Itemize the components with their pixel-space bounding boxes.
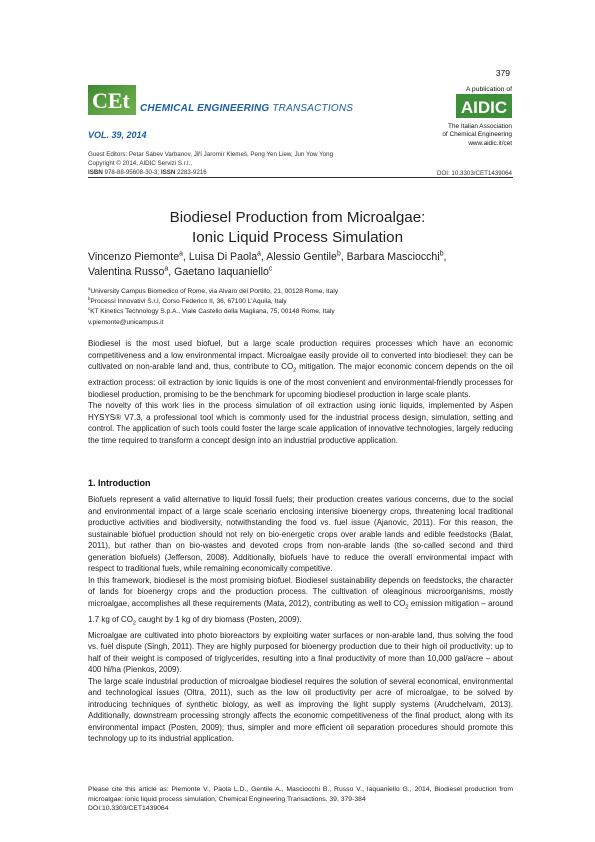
section-heading-introduction: 1. Introduction <box>88 478 151 488</box>
cet-logo <box>88 85 136 115</box>
copyright: Copyright © 2014, AIDIC Servizi S.r.l., <box>88 160 192 167</box>
affiliations <box>88 287 513 328</box>
journal-name <box>140 103 353 114</box>
aidic-logo-text: AIDIC <box>460 98 508 117</box>
author-list: Vincenzo Piemonte$^a$, Luisa Di Paola$^a$, Alessio Gentile$^b$, Barbara Masciocchi$^b$, Valentina Russo$^a$, Gaetano Iaquaniello$^c$ <box>88 250 447 278</box>
aidic-line-3: www.aidic.it/cet <box>468 139 512 147</box>
aidic-line-2: of Chemical Engineering <box>442 131 512 139</box>
aidic-logo <box>434 93 512 119</box>
intro-paragraph-3: Microalgae are cultivated into photo bioreactors by exploiting water surfaces or non-arable land, thus solving the food vs. fuel dispute (Singh, 2011). They are highly purposed for bioenergy production due to their high oil productivity: up to half of their weight is composed of triglycerides, resulting into a final productivity of more than 10,000 gal/acre – about 400 hl/ha (Pienkos, 2009). <box>88 630 513 675</box>
journal-name-light: TRANSACTIONS <box>272 103 354 114</box>
citation-text: Please cite this article as: Piemonte V., Paola L.D., Gentile A., Masciocchi B., Russo V., Iaquaniello G., 2014, Biodiesel production from microalgae: ionic liquid process simulation, Chemical Engineering Transactions, 39, 379-384 <box>88 786 513 803</box>
affiliation-a: $^a$University Campus Biomedico of Rome, via Alvaro del Portillo, 21, 00128 Rome, Italy <box>88 285 339 295</box>
abstract <box>88 338 513 446</box>
affiliation-c: $^c$KT Kinetics Technology S.p.A., Viale Castello della Magliana, 75, 00148 Rome, Italy <box>88 306 335 316</box>
citation-doi: DOI:10.3303/CET1439064 <box>88 805 169 813</box>
paper-title <box>0 208 595 248</box>
aidic-publication-label: A publication of <box>465 86 512 93</box>
corresponding-email[interactable]: v.piemonte@unicampus.it <box>88 318 164 326</box>
doi-header: DOI: 10.3303/CET1439064 <box>437 170 512 177</box>
affiliation-b: $^b$Processi Innovativi S.r.l, Corso Federico II, 36, 67100 L'Aquila, Italy <box>88 296 287 306</box>
page-number: 379 <box>495 68 510 78</box>
guest-editors: Guest Editors: Petar Sabev Varbanov, Jiří Jaromír Klemeš, Peng Yen Liew, Jun Yow Yong <box>88 151 334 158</box>
title-line-1: Biodiesel Production from Microalgae: <box>169 209 426 226</box>
intro-paragraph-4: The large scale industrial production of microalgae biodiesel requires the solution of several economical, environmental and technological issues (Oltra, 2011), such as the low oil productivity per acre of microalgae, to be solved by introducing techniques of synthetic biology, as well as improving the light supply systems (Arudchelvam, 2013). Additionally, downstream processing strongly affects the economic competitiveness of the final product, along with its environmental impact (Posten, 2009); thus, simpler and more efficient oil separation procedures should promote this technology up to its industrial application. <box>88 676 513 744</box>
aidic-description <box>418 123 512 148</box>
volume-label: VOL. 39, 2014 <box>88 130 147 140</box>
abstract-paragraph-1: Biodiesel is the most used biofuel, but a large scale production requires processes which have an economic competitiveness and a low environmental impact. Microalgae easily provide oil to converted into biodiesel: they can be cultivated on non-arable land and, thus, contribute to $CO_2$ mitigation. The major economic concern depends on the oil extraction process: oil extraction by ionic liquids is one of the most convenient and environmental-friendly processes for biodiesel production, promising to be the benchmark for upcoming biodiesel production in large scale plants. <box>88 339 513 399</box>
header-divider <box>88 177 513 178</box>
aidic-line-1: The Italian Association <box>448 123 512 130</box>
intro-paragraph-1: Biofuels represent a valid alternative to liquid fossil fuels; their production creates various concerns, due to the social and environmental impact of a large scale scenario enclosing intensive bioenergy crops, threatening local traditional productive activities and biodiversity, notwithstanding the food vs. fuel issue (Ajanovic, 2011). For this reason, the sustainable biofuel production should not rely on bio-energetic crops over arable lands and edible feedstocks (Balat, 2011), but rather than on bio-wastes and devoted crops from non-arable lands (the so-called second and third generation biofuels) (Jefferson, 2008). Additionally, biofuels have to reduce the overall environmental impact with respect to traditional fuels, while remaining economically competitive. <box>88 495 513 573</box>
isbn-issn: ISBN 978-88-95608-30-3; ISSN 2283-9216 <box>88 169 207 176</box>
intro-paragraph-2: In this framework, biodiesel is the most promising biofuel. Biodiesel sustainability depends on feedstocks, the character of lands for bioenergy crops and the production process. The cultivation of oleaginous microorganisms, mostly microalgae, accomplishes all these requirements (Mata, 2012), contributing as well to $CO_2$ emission mitigation – around 1.7 kg of $CO_2$ caught by 1 kg of dry biomass (Posten, 2009). <box>88 575 513 627</box>
journal-name-bold: CHEMICAL ENGINEERING <box>140 103 270 114</box>
cet-logo-text: CEt <box>92 88 130 113</box>
abstract-paragraph-2: The novelty of this work lies in the process simulation of oil extraction using ionic liquids, implemented by Aspen HYSYS® V7.3, a professional tool which is commonly used for the industrial process design, simulation, setting and control. The application of such tools could foster the large scale application of innovative technologies, largely reducing the time required to transform a concept design into an industrial productive application. <box>88 401 513 445</box>
citation-footer <box>88 785 513 814</box>
introduction-body <box>88 494 513 745</box>
title-line-2: Ionic Liquid Process Simulation <box>191 229 404 246</box>
